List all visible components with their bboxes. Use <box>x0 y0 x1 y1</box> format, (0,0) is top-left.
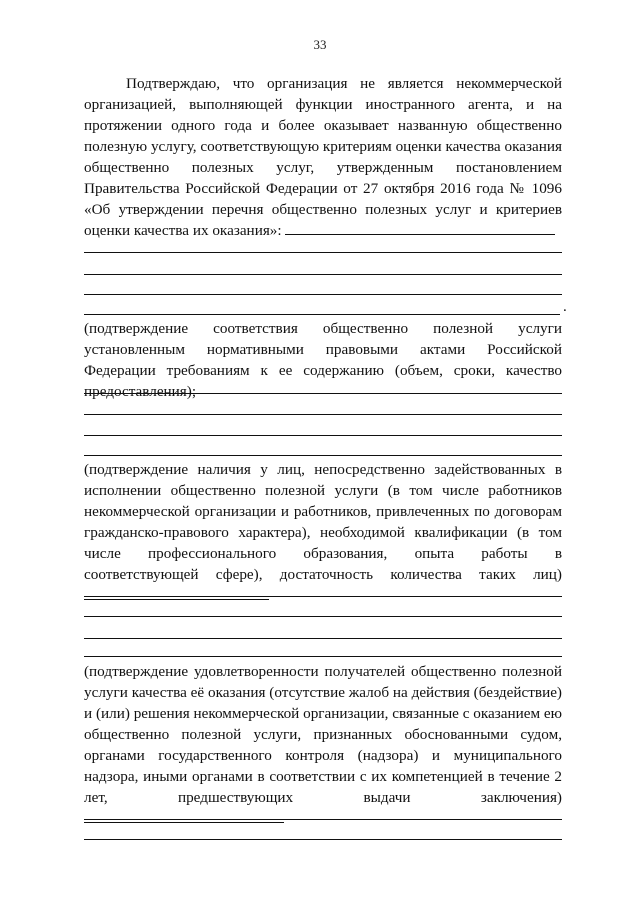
fill-in-line[interactable] <box>84 596 562 597</box>
fill-in-line[interactable] <box>84 314 560 315</box>
recipient-satisfaction-paragraph <box>84 661 562 829</box>
fill-in-line[interactable] <box>84 587 269 600</box>
fill-in-line[interactable] <box>84 252 562 253</box>
staff-qualification-text: (подтверждение наличия у лиц, непосредственно задействованных в исполнении общественно полезной услуги (в том числе работников некоммерческой организации и работников, привлеченных по договорам гражданско-правового характера), необходимой квалификации (в том числе профессионального образования, опыта работы в соответствующей сфере), достаточность количества таких лиц) <box>84 461 562 583</box>
fill-in-line[interactable] <box>84 393 562 394</box>
fill-in-line[interactable] <box>84 656 562 657</box>
fill-in-line[interactable] <box>285 222 555 235</box>
confirmation-paragraph <box>84 73 562 241</box>
fill-in-line[interactable] <box>84 638 562 639</box>
fill-in-line[interactable] <box>84 274 562 275</box>
fill-in-line[interactable] <box>84 455 562 456</box>
service-compliance-paragraph: (подтверждение соответствия общественно полезной услуги установленным нормативными правовыми актами Российской Федерации требованиям к ее содержанию (объем, сроки, качество предоставления); <box>84 320 562 400</box>
line-end-period: . <box>563 299 567 315</box>
staff-qualification-paragraph <box>84 459 562 606</box>
fill-in-line[interactable] <box>84 819 562 820</box>
confirmation-text: Подтверждаю, что организация не является некоммерческой организацией, выполняющей функции иностранного агента, и на протяжении одного года и более оказывает названную общественно полезную услугу, соответствующую критериям оценки качества оказания общественно полезных услуг, утвержденным постановлением Правительства Российской Федерации от 27 октября 2016 года № 1096 «Об утверждении перечня общественно полезных услуг и критериев оценки качества их оказания»: <box>84 75 562 239</box>
fill-in-line[interactable] <box>84 810 284 823</box>
recipient-satisfaction-text: (подтверждение удовлетворенности получателей общественно полезной услуги качества её оказания (отсутствие жалоб на действия (бездействие) и (или) решения некоммерческой организации, связанные с оказанием ею общественно полезной услуги, признанных обоснованными судом, органами государственного контроля (надзора) и муниципального надзора, иными органами в соответствии с их компетенцией в течение 2 лет, предшествующих выдачи заключения) <box>84 663 562 806</box>
fill-in-line[interactable] <box>84 839 562 840</box>
page-number: 33 <box>313 37 327 52</box>
fill-in-line[interactable] <box>84 414 562 415</box>
fill-in-line[interactable] <box>84 616 562 617</box>
fill-in-line[interactable] <box>84 435 562 436</box>
fill-in-line[interactable] <box>84 294 562 295</box>
